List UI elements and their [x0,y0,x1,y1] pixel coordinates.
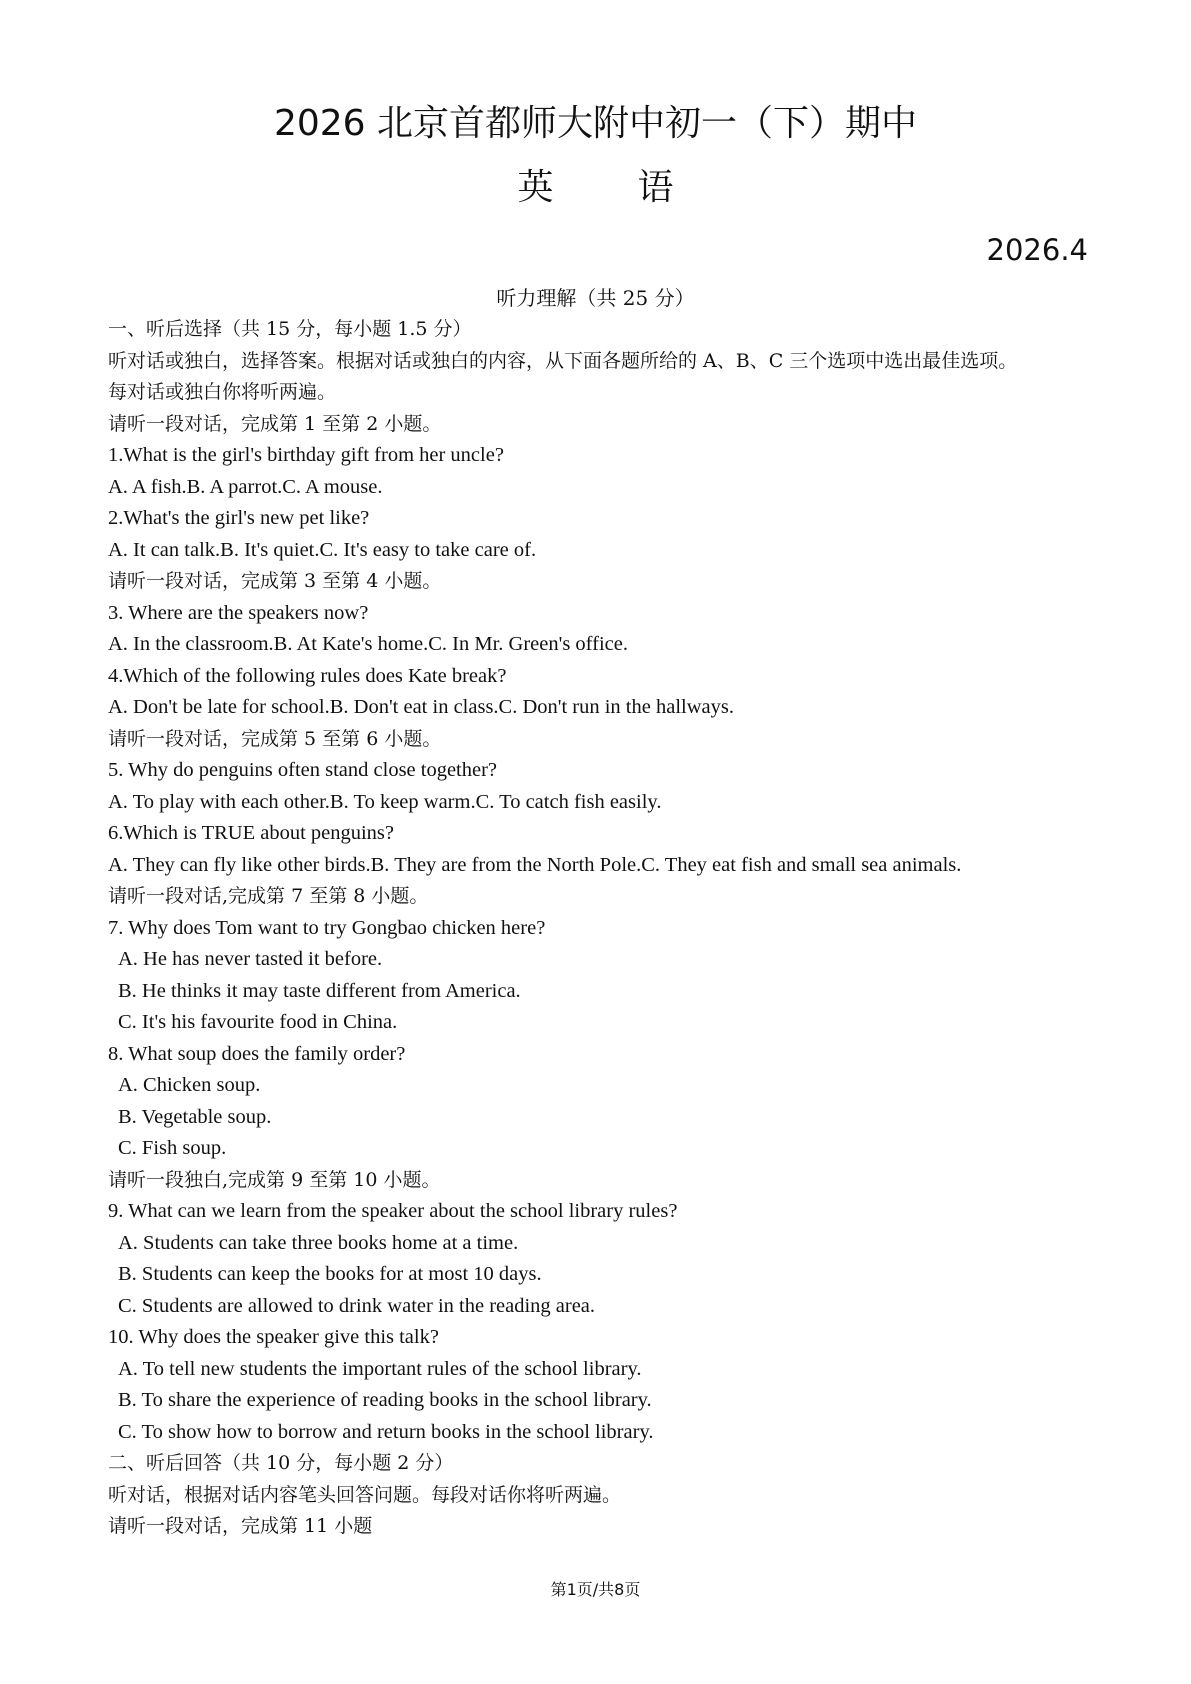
answer-option-line: B. Vegetable soup. [118,1105,272,1128]
question-line: 4.Which of the following rules does Kate break? [108,664,507,687]
question-line: 3. Where are the speakers now? [108,601,369,624]
answer-option-line: B. He thinks it may taste different from America. [118,979,521,1002]
question-line: A. They can fly like other birds.B. They are from the North Pole.C. They eat fish and small sea animals. [108,853,962,876]
question-line: 9. What can we learn from the speaker about the school library rules? [108,1200,678,1222]
answer-option-line: A. He has never tasted it before. [118,948,383,970]
instruction-line: 听对话或独白，选择答案。根据对话或独白的内容，从下面各题所给的 A、B、C 三个选项中选出最佳选项。 [108,349,1018,372]
answer-option-line: C. It's his favourite food in China. [118,1011,398,1033]
answer-option-line: B. Students can keep the books for at most 10 days. [118,1263,542,1285]
instruction-line: 请听一段对话,完成第 7 至第 8 小题。 [108,885,429,907]
instruction-line: 一、听后选择（共 15 分，每小题 1.5 分） [108,318,472,340]
exam-date: 2026.4 [986,233,1088,267]
page-number: 第1页/共8页 [550,1580,641,1599]
answer-option-line: A. Chicken soup. [118,1074,261,1096]
answer-option-line: C. Fish soup. [118,1137,227,1159]
question-line: 2.What's the girl's new pet like? [108,507,370,529]
question-line: 8. What soup does the family order? [108,1042,406,1065]
exam-title: 2026 北京首都师大附中初一（下）期中 [273,103,918,144]
question-line: 1.What is the girl's birthday gift from her uncle? [108,444,504,466]
section-title: 听力理解（共 25 分） [496,286,695,310]
question-line: A. A fish.B. A parrot.C. A mouse. [108,475,383,498]
instruction-line: 听对话，根据对话内容笔头回答问题。每段对话你将听两遍。 [108,1483,622,1506]
subject-char-left: 英 [517,167,554,208]
question-line: 6.Which is TRUE about penguins? [108,822,395,844]
instruction-line: 二、听后回答（共 10 分，每小题 2 分） [108,1452,454,1474]
instruction-line: 每对话或独白你将听两遍。 [108,381,337,403]
answer-option-line: B. To share the experience of reading books in the school library. [118,1389,652,1411]
instruction-line: 请听一段对话，完成第 1 至第 2 小题。 [108,412,442,435]
question-line: 5. Why do penguins often stand close together? [108,759,498,781]
question-line: 7. Why does Tom want to try Gongbao chicken here? [108,916,546,939]
question-line: A. It can talk.B. It's quiet.C. It's easy to take care of. [108,538,537,561]
question-line: A. To play with each other.B. To keep warm.C. To catch fish easily. [108,790,662,813]
answer-option-line: A. Students can take three books home at a time. [118,1231,519,1254]
instruction-line: 请听一段对话，完成第 11 小题 [108,1515,373,1537]
exam-body [108,314,1098,1543]
answer-option-line: A. To tell new students the important rules of the school library. [118,1357,642,1380]
answer-option-line: C. To show how to borrow and return books in the school library. [118,1420,654,1443]
answer-option-line: C. Students are allowed to drink water in the reading area. [118,1294,596,1317]
instruction-line: 请听一段对话，完成第 3 至第 4 小题。 [108,570,442,592]
subject-heading [0,166,1191,210]
question-line: A. In the classroom.B. At Kate's home.C. In Mr. Green's office. [108,633,628,655]
question-line: A. Don't be late for school.B. Don't eat in class.C. Don't run in the hallways. [108,696,734,718]
subject-char-right: 语 [637,167,674,208]
instruction-line: 请听一段对话，完成第 5 至第 6 小题。 [108,727,442,750]
question-line: 10. Why does the speaker give this talk? [108,1326,439,1348]
instruction-line: 请听一段独白,完成第 9 至第 10 小题。 [108,1168,441,1191]
